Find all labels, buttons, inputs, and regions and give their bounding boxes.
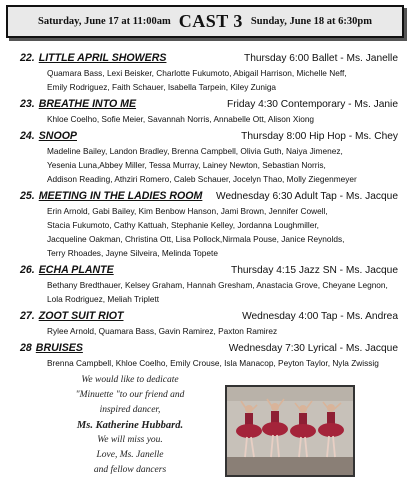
routine-header: [20, 190, 398, 202]
routine-number: 23.: [20, 98, 35, 110]
dedication-line: "Minuette "to our friend and: [75, 390, 185, 400]
routine-class-info: Wednesday 4:00 Tap - Ms. Andrea: [242, 311, 398, 322]
routine-name: SNOOP: [38, 130, 77, 142]
routine-number: 27.: [20, 310, 35, 322]
dancer-list: [47, 356, 398, 370]
routine-header: [20, 310, 398, 322]
routine-class-info: Wednesday 6:30 Adult Tap - Ms. Jacque: [216, 191, 398, 202]
dancer-list: [47, 66, 398, 94]
routine-name: MEETING IN THE LADIES ROOM: [38, 190, 203, 202]
dancers-photo: [225, 385, 355, 477]
dancer-names-line: Madeline Bailey, Landon Bradley, Brenna Campbell, Olivia Guth, Naiya Jimenez,: [47, 146, 343, 156]
dancer-list: [47, 204, 398, 260]
routine-title: [20, 310, 123, 322]
dancer-names-line: Brenna Campbell, Khloe Coelho, Emily Crouse, Isla Manacop, Peyton Taylor, Nyla Zwissig: [47, 358, 379, 368]
routine-name: BREATHE INTO ME: [38, 98, 137, 110]
dedication-note: [40, 373, 220, 478]
routine-list: [20, 52, 398, 374]
dancer-list: [47, 144, 398, 186]
cast-title: CAST 3: [178, 11, 243, 31]
dancer-names-line: Jacqueline Oakman, Christina Ott, Lisa Pollock,Nirmala Pouse, Janice Reynolds,: [47, 234, 345, 244]
routine-title: [20, 130, 77, 142]
routine-header: [20, 52, 398, 64]
cast-header: [6, 5, 404, 38]
header-saturday-date: Saturday, June 17 at 11:00am: [37, 16, 171, 27]
routine-class-info: Wednesday 7:30 Lyrical - Ms. Jacque: [228, 343, 398, 354]
routine-title: [20, 98, 136, 110]
routine-title: [20, 264, 114, 276]
routine-title: [20, 342, 83, 354]
routine-title: [20, 190, 202, 202]
dancer-list: [47, 278, 398, 306]
routine-number: 26.: [20, 264, 35, 276]
routine-entry: [20, 130, 398, 186]
dancer-names-line: Quamara Bass, Lexi Beisker, Charlotte Fukumoto, Abigail Harrison, Michelle Neff,: [47, 68, 347, 78]
routine-name: LITTLE APRIL SHOWERS: [38, 52, 167, 64]
routine-name: ECHA PLANTE: [38, 264, 114, 276]
routine-entry: [20, 98, 398, 126]
dancer-names-line: Yesenia Luna,Abbey Miller, Tessa Murray, Lainey Newton, Sebastian Norris,: [47, 160, 326, 170]
dancer-names-line: Lola Rodriguez, Meliah Triplett: [47, 294, 160, 304]
dancer-names-line: Khloe Coelho, Sofie Meier, Savannah Norris, Annabelle Ott, Alison Xiong: [47, 114, 315, 124]
dancer-names-line: Stacia Fukumoto, Cathy Kattuah, Stephanie Kelley, Jordanna Loughmiller,: [47, 220, 319, 230]
dedication-line: We would like to dedicate: [81, 375, 179, 385]
dancer-names-line: Bethany Bredthauer, Kelsey Graham, Hannah Gresham, Anastacia Grove, Cheyane Legnon,: [47, 280, 388, 290]
dancer-list: [47, 324, 398, 338]
dancer-names-line: Emily Rodriguez, Faith Schauer, Isabella Tarpein, Kiley Zuniga: [47, 82, 277, 92]
dedication-closing: We will miss you.: [97, 435, 163, 445]
routine-header: [20, 98, 398, 110]
dancer-names-line: Addison Reading, Athziri Romero, Caleb Schauer, Jocelyn Thao, Molly Ziegenmeyer: [47, 174, 357, 184]
routine-number: 22.: [20, 52, 35, 64]
routine-title: [20, 52, 166, 64]
dedication-line: inspired dancer,: [99, 405, 161, 415]
dancer-names-line: Rylee Arnold, Quamara Bass, Gavin Ramirez, Paxton Ramirez: [47, 326, 278, 336]
routine-name: ZOOT SUIT RIOT: [38, 310, 124, 322]
dedication-closing: and fellow dancers: [93, 465, 167, 475]
dedication-honoree: Ms. Katherine Hubbard.: [76, 420, 184, 431]
routine-entry: [20, 264, 398, 306]
dancer-list: [47, 112, 398, 126]
routine-number: 24.: [20, 130, 35, 142]
routine-class-info: Thursday 4:15 Jazz SN - Ms. Jacque: [230, 265, 398, 276]
routine-entry: [20, 342, 398, 370]
routine-class-info: Friday 4:30 Contemporary - Ms. Janie: [227, 99, 398, 110]
dedication-closing: Love, Ms. Janelle: [96, 450, 164, 460]
routine-header: [20, 342, 398, 354]
routine-header: [20, 264, 398, 276]
routine-entry: [20, 190, 398, 260]
ballet-dancers-image: [227, 387, 353, 475]
routine-name: BRUISES: [35, 342, 83, 354]
routine-entry: [20, 310, 398, 338]
dancer-names-line: Terry Rhoades, Jayne Silveira, Melinda Topete: [47, 248, 218, 258]
routine-class-info: Thursday 8:00 Hip Hop - Ms. Chey: [241, 131, 398, 142]
routine-number: 28: [20, 342, 32, 354]
dancer-names-line: Erin Arnold, Gabi Bailey, Kim Benbow Hanson, Jami Brown, Jennifer Cowell,: [47, 206, 328, 216]
header-sunday-date: Sunday, June 18 at 6:30pm: [250, 16, 372, 27]
routine-header: [20, 130, 398, 142]
routine-class-info: Thursday 6:00 Ballet - Ms. Janelle: [243, 53, 398, 64]
routine-entry: [20, 52, 398, 94]
routine-number: 25.: [20, 190, 35, 202]
